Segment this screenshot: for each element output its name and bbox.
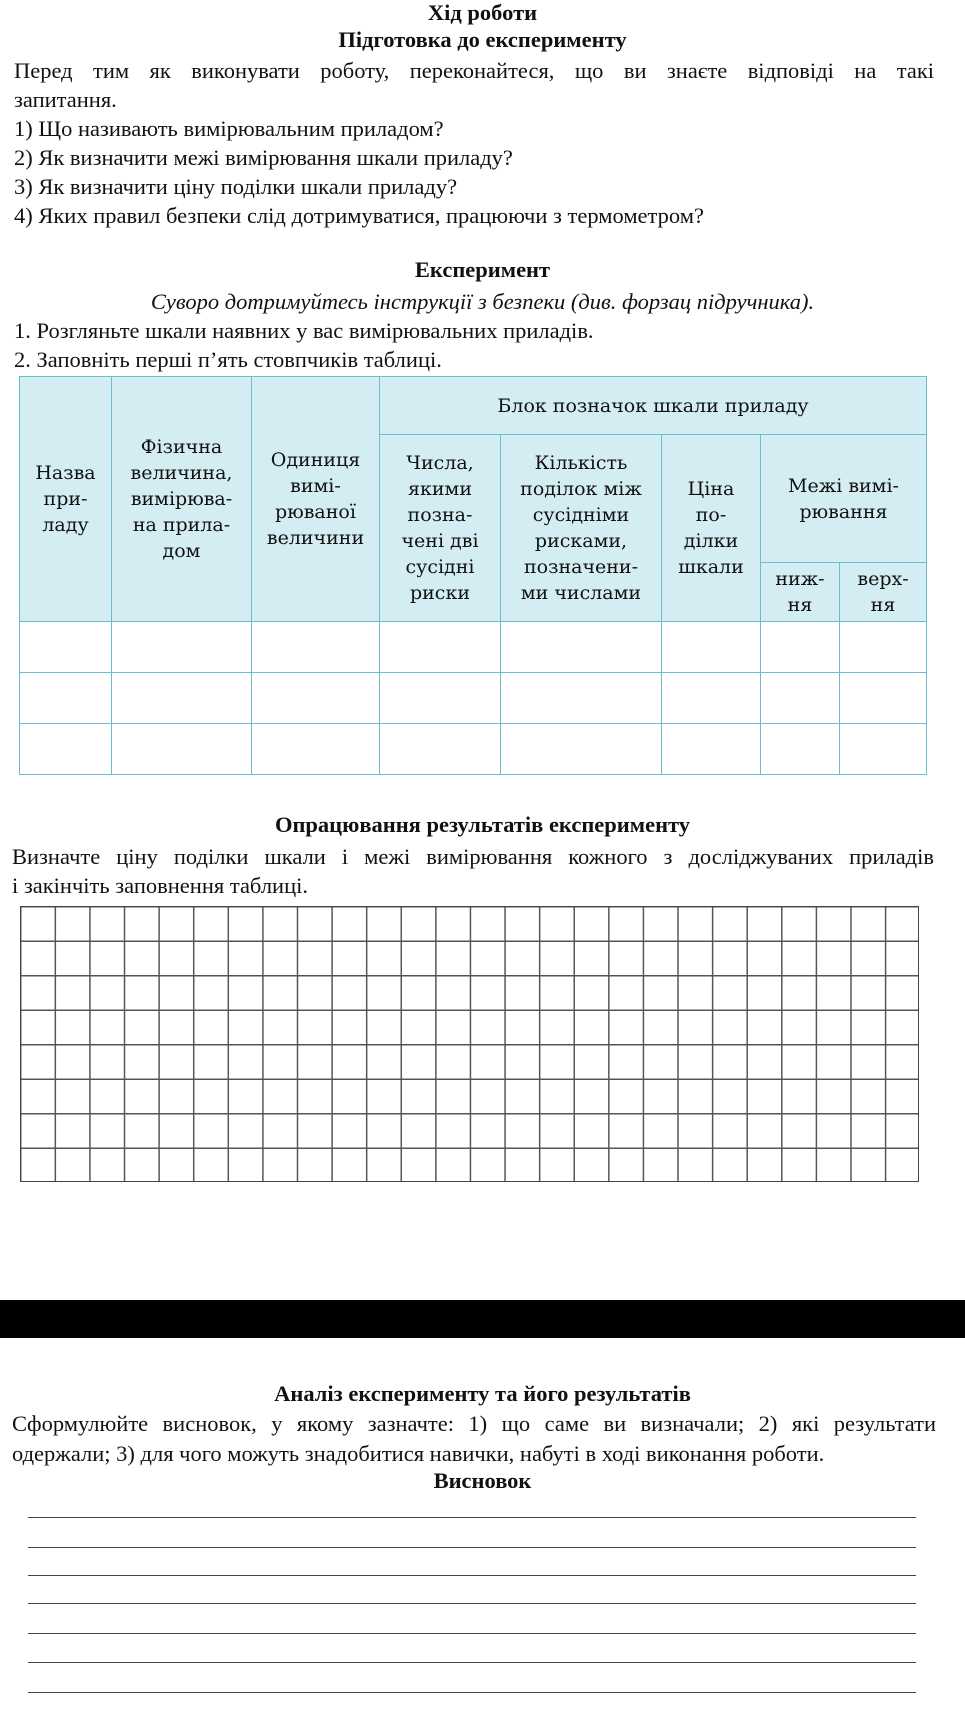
experiment-table [19,376,927,775]
table-row [20,672,927,723]
table-cell[interactable] [252,723,380,774]
answer-line[interactable] [28,1517,916,1518]
answer-line[interactable] [28,1575,916,1576]
table-cell[interactable] [20,723,112,774]
header-measurement-limits: Межі вимі- рювання [761,435,927,563]
question-item: 1) Що називають вимірювальним приладом? [14,116,444,141]
table-cell[interactable] [112,621,252,672]
section-title-experiment: Експеримент [414,257,551,282]
table-cell[interactable] [501,723,662,774]
table-cell[interactable] [112,723,252,774]
grid-workspace[interactable] [20,906,919,1182]
table-cell[interactable] [252,621,380,672]
answer-line[interactable] [28,1547,916,1548]
conclusion-title: Висновок [433,1468,532,1493]
header-upper-limit: верх- ня [840,563,927,621]
header-division-price: Ціна по- ділки шкали [662,435,761,621]
answer-line[interactable] [28,1633,916,1634]
table-cell[interactable] [112,672,252,723]
table-cell[interactable] [761,723,840,774]
table-cell[interactable] [761,672,840,723]
page-title: Хід роботи [427,0,538,25]
answer-line[interactable] [28,1662,916,1663]
question-item: 3) Як визначити ціну поділки шкали приладу? [14,174,458,199]
answer-line[interactable] [28,1692,916,1693]
header-instrument-name: Назва при- ладу [20,377,112,622]
header-scale-block: Блок позначок шкали приладу [380,377,927,435]
header-adjacent-numbers: Числа, якими позна- чені дві сусідні риски [380,435,501,621]
table-cell[interactable] [501,621,662,672]
table-cell[interactable] [501,672,662,723]
processing-text-line2: і закінчіть заповнення таблиці. [12,873,309,898]
table-cell[interactable] [380,723,501,774]
header-unit: Одиниця вимі- рюваної величини [252,377,380,622]
table-cell[interactable] [840,621,927,672]
section-title-analysis: Аналіз експерименту та його результатів [274,1381,691,1406]
table-cell[interactable] [662,723,761,774]
analysis-text-line1: Сформулюйте висновок, у якому зазначте: 1) що саме ви визначали; 2) які результати [12,1411,936,1436]
table-row [20,723,927,774]
header-physical-quantity: Фізична величина, вимірюва- на прила- дом [112,377,252,622]
table-cell[interactable] [662,621,761,672]
step-item: 1. Розгляньте шкали наявних у вас вимірювальних приладів. [14,318,594,343]
table-cell[interactable] [380,621,501,672]
processing-text-line1: Визначте ціну поділки шкали і межі вимірювання кожного з досліджуваних приладів [12,844,934,869]
question-item: 2) Як визначити межі вимірювання шкали приладу? [14,145,513,170]
section-title-preparation: Підготовка до експерименту [338,27,627,52]
table-cell[interactable] [662,672,761,723]
intro-text-line1: Перед тим як виконувати роботу, переконайтеся, що ви знаєте відповіді на такі [14,58,934,83]
table-row [20,621,927,672]
table-cell[interactable] [840,672,927,723]
table-cell[interactable] [840,723,927,774]
table-cell[interactable] [252,672,380,723]
table-cell[interactable] [761,621,840,672]
table-cell[interactable] [380,672,501,723]
table-cell[interactable] [20,672,112,723]
question-item: 4) Яких правил безпеки слід дотримуватися, працюючи з термометром? [14,203,704,228]
header-division-count: Кількість поділок між сусідніми рисками, позначени- ми числами [501,435,662,621]
intro-text-line2: запитання. [14,87,117,112]
analysis-text-line2: одержали; 3) для чого можуть знадобитися навички, набуті в ході виконання роботи. [12,1441,825,1466]
section-title-processing: Опрацювання результатів експерименту [274,812,691,837]
black-divider-bar [0,1300,965,1338]
header-lower-limit: ниж- ня [761,563,840,621]
safety-note: Суворо дотримуйтесь інструкції з безпеки (див. форзац підручника). [150,289,815,314]
table-cell[interactable] [20,621,112,672]
step-item: 2. Заповніть перші п’ять стовпчиків таблиці. [14,347,442,372]
answer-line[interactable] [28,1603,916,1604]
